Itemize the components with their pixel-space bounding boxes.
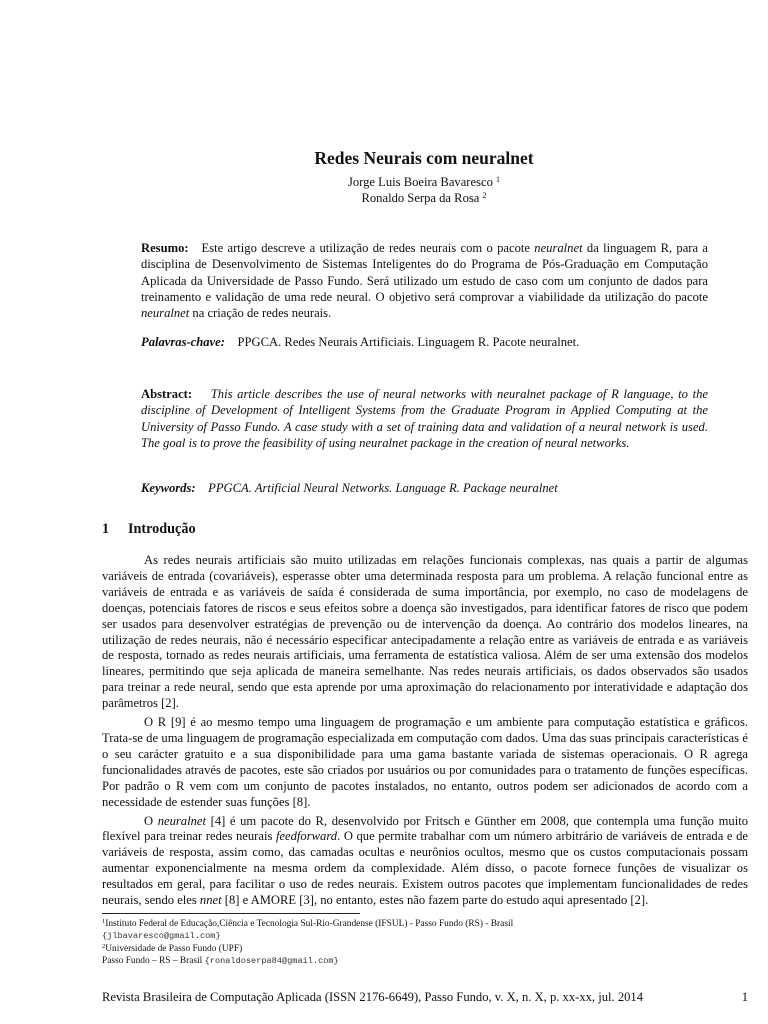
footnote-2-location-text: Passo Fundo – RS – Brasil (102, 955, 205, 966)
section-title: Introdução (128, 521, 196, 537)
author-1 (0, 174, 768, 190)
body-paragraph-1: As redes neurais artificiais são muito utilizadas em relações funcionais complexas, nas quais a partir de algumas variáveis de entrada (covariáveis), esperasse obter uma determinada resposta para um problema. A relação funcional entre as variáveis de entrada e as variáveis de saída é considerada de suma importância, por exemplo, no caso de modelagens de doenças, potenciais fatores de riscos e seus efeitos sobre a doença são investigados, para identificar fatores de risco que podem ser usados para desenvolver estratégias de prevenção ou de intervenção da doença. Ao contrário dos modelos lineares, na utilização de redes neurais, não é necessário especificar antecipadamente a relação entre as variáveis de entrada e as variáveis de resposta, tornado as redes neurais artificiais, uma ferramenta de estatística valiosa. Além de ser uma extensão dos modelos lineares, permitindo que seja aplicada de maneira semelhante. Nas redes neurais artificiais, os dados observados são usados para treinar a rede neural, sendo que esta aprende por uma aproximação do relacionamento por interatividade e adaptação dos parâmetros [2]. (102, 553, 748, 711)
footnote-2 (102, 943, 742, 955)
resumo-emph-1: neuralnet (534, 241, 583, 255)
abstract-text: This article describes the use of neural networks with neuralnet package of R language, to the discipline of Development of Intelligent Systems from the Graduate Program in Applied Computing at the University of Passo Fundo. A case study with a set of training data and validation of a neural network is used. The goal is to prove the feasibility of using neuralnet package in the creation of neural networks. (141, 387, 709, 450)
resumo-emph-2: neuralnet (141, 306, 190, 321)
author-1-name: Jorge Luis Boeira Bavaresco (347, 175, 493, 189)
author-2 (0, 190, 768, 206)
footnote-2-location (102, 955, 742, 967)
journal-citation: Revista Brasileira de Computação Aplicada (ISSN 2176-6649), Passo Fundo, v. X, n. X, p. xx-xx, jul. 2014 (102, 990, 644, 1004)
footnote-1-text: Instituto Federal de Educação,Ciência e Tecnologia Sul-Rio-Grandense (IFSUL) - Passo Fundo (RS) - Brasil (105, 919, 514, 929)
keywords-block (141, 481, 708, 496)
body-paragraph-2: O R [9] é ao mesmo tempo uma linguagem de programação e um ambiente para computação estatística e gráficos. Trata-se de uma linguagem de programação especializada em computação com dados. Uma das suas principais características é o seu carácter gratuito e a sua disponibilidade para uma gama bastante variada de sistemas operacionais. O R agrega funcionalidades através de pacotes, este são criados por usuários ou por comunidades para o tratamento de funções específicas. Por padrão o R vem com um conjunto de pacotes instalados, no entanto, outros podem ser adicionados de acordo com a necessidade de estender suas funções [8]. (102, 715, 748, 809)
page-footer (102, 990, 748, 1005)
body-text (102, 553, 748, 912)
palavras-chave-block (141, 335, 708, 350)
p3-emph-nnet: nnet (199, 893, 222, 908)
footnote-divider (102, 913, 360, 914)
keywords-text: PPGCA. Artificial Neural Networks. Language R. Package neuralnet (208, 481, 558, 495)
p3-text-a: O (144, 813, 158, 828)
author-1-footnote-mark: 1 (496, 175, 501, 184)
keywords-label: Keywords: (141, 481, 196, 495)
page-number: 1 (741, 990, 748, 1004)
p3-text-b: [4] é um pacote do R, desenvolvido por Fritsch e Günther em 2008, que contempla uma função muito flexível para treinar redes neurais (102, 813, 748, 844)
abstract-block (141, 386, 708, 451)
author-2-name: Ronaldo Serpa da Rosa (361, 191, 480, 205)
paper-title: Redes Neurais com neuralnet (314, 148, 534, 168)
footnote-1 (102, 918, 742, 930)
body-paragraph-3 (102, 814, 748, 909)
abstract-label: Abstract: (141, 387, 193, 401)
p3-text-c: . O que permite trabalhar com um número arbitrário de variáveis de entrada e de variáveis de resposta, assim como, das camadas ocultas e neurônios ocultos, mesmo que os custos computacionais possam aumentar exponencialmente na mesma ordem da complexidade. Além disso, o pacote fornece funções de visualizar os resultados em geral, para facilitar o uso de redes neurais. Existem outros pacotes que implementam funcionalidades de redes neurais, sendo eles (102, 829, 748, 908)
resumo-block (141, 240, 708, 321)
section-number: 1 (102, 521, 110, 537)
footnote-2-email: {ronaldoserpa84@gmail.com} (204, 955, 339, 966)
footnote-2-mark: 2 (102, 942, 106, 950)
resumo-text-1: Este artigo descreve a utilização de redes neurais com o pacote (201, 241, 535, 255)
p3-emph-feedforward: feedforward (275, 829, 338, 844)
footnote-1-mark: 1 (102, 918, 106, 925)
author-list (0, 174, 768, 206)
p3-text-d: [8] e AMORE [3], no entanto, estes não fazem parte do estudo aqui apresentado [2]. (221, 893, 649, 908)
resumo-text-2: da linguagem R, para a disciplina de Desenvolvimento de Sistemas Inteligentes do do Programa de Pós-Graduação em Computação Aplicada da Universidade de Passo Fundo. Será utilizado um estudo de caso com um conjunto de dados para treinamento e validação de uma rede neural. O objetivo será comprovar a viabilidade da utilização do pacote (141, 241, 708, 304)
footnote-2-text: Universidade de Passo Fundo (UPF) (105, 943, 243, 954)
p3-emph-neuralnet: neuralnet (157, 813, 206, 828)
palavras-chave-label: Palavras-chave: (141, 335, 225, 349)
footnotes (102, 918, 742, 967)
footnote-1-email: {jlbavaresco@gmail.com} (102, 931, 221, 942)
palavras-chave-text: PPGCA. Redes Neurais Artificiais. Linguagem R. Pacote neuralnet. (237, 335, 580, 349)
author-2-footnote-mark: 2 (482, 191, 487, 200)
section-heading (102, 521, 196, 538)
resumo-text-3: na criação de redes neurais. (189, 306, 332, 321)
resumo-label: Resumo: (141, 241, 189, 255)
